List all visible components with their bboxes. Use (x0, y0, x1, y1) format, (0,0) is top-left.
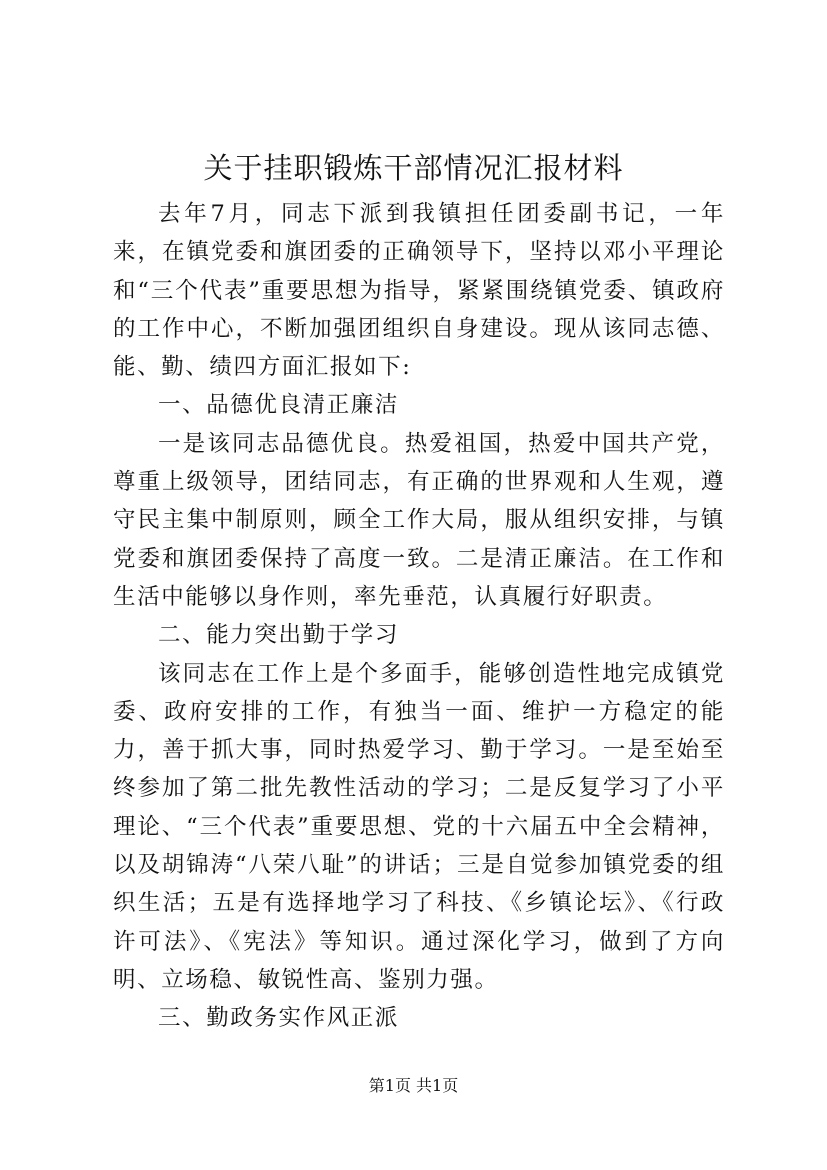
section-1-paragraph: 一是该同志品德优良。热爱祖国，热爱中国共产党，尊重上级领导，团结同志，有正确的世界观和人生观，遵守民主集中制原则，顾全工作大局，服从组织安排，与镇党委和旗团委保持了高度一致。二是清正廉洁。在工作和生活中能够以身作则，率先垂范，认真履行好职责。 (113, 430, 725, 610)
document-body (113, 195, 725, 1038)
page-footer: 第1页 共1页 (368, 1076, 459, 1095)
section-heading-2: 二、能力突出勤于学习 (158, 622, 400, 649)
document-title: 关于挂职锻炼干部情况汇报材料 (203, 151, 624, 185)
section-2-paragraph: 该同志在工作上是个多面手，能够创造性地完成镇党委、政府安排的工作，有独当一面、维护一方稳定的能力，善于抓大事，同时热爱学习、勤于学习。一是至始至终参加了第二批先教性活动的学习；二是反复学习了小平理论、“三个代表”重要思想、党的十六届五中全会精神，以及胡锦涛“八荣八耻”的讲话；三是自觉参加镇党委的组织生活；五是有选择地学习了科技、《乡镇论坛》、《行政许可法》、《宪法》等知识。通过深化学习，做到了方向明、立场稳、敏锐性高、鉴别力强。 (113, 660, 725, 993)
section-heading-3: 三、勤政务实作风正派 (158, 1005, 400, 1032)
intro-paragraph: 去年7月，同志下派到我镇担任团委副书记，一年来，在镇党委和旗团委的正确领导下，坚持以邓小平理论和“三个代表”重要思想为指导，紧紧围绕镇党委、镇政府的工作中心，不断加强团组织自身建设。现从该同志德、能、勤、绩四方面汇报如下: (113, 201, 725, 381)
section-heading-1: 一、品德优良清正廉洁 (158, 392, 400, 419)
